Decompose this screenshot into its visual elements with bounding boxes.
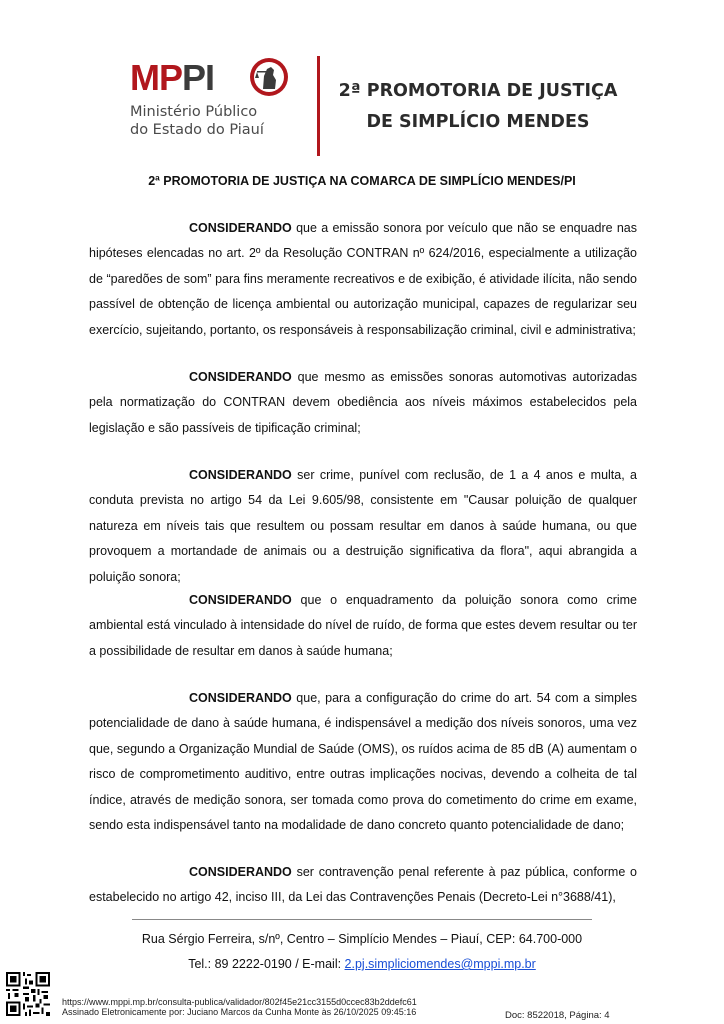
document-heading: 2ª PROMOTORIA DE JUSTIÇA NA COMARCA DE SIMPLÍCIO MENDES/PI [148,174,576,188]
paragraph-text: que mesmo as emissões sonoras automotivas autorizadas pela normatização do CONTRAN devem obediência aos níveis máximos estabelecidos pela legislação e são passíveis de tipificação criminal; [89,370,637,435]
footer-contact [0,957,724,971]
paragraph-lead: CONSIDERANDO [189,691,292,705]
footer-phone: Tel.: 89 2222-0190 / E-mail: [188,957,345,971]
paragraph-lead: CONSIDERANDO [189,221,292,235]
mppi-logo [126,52,301,162]
paragraph-text: ser crime, punível com reclusão, de 1 a 4 anos e multa, a conduta prevista no artigo 54 da Lei 9.605/98, consistente em "Causar poluição de qualquer natureza em níveis tais que resultem ou possam resultar em danos à saúde humana, ou que provoquem a mortandade de animais ou a destruição significativa da flora", aqui abrangida a poluição sonora; [89,468,637,584]
validation-qr-code[interactable] [6,972,50,1016]
paragraph-lead: CONSIDERANDO [189,370,292,384]
logo-subtitle [130,103,264,139]
document-page-info: Doc: 8522018, Página: 4 [505,1010,610,1021]
paragraph-5 [89,686,637,838]
paragraph-3 [89,463,637,590]
paragraph-lead: CONSIDERANDO [189,593,292,607]
promotoria-title-line-1: 2ª PROMOTORIA DE JUSTIÇA [338,81,618,101]
paragraph-4 [89,588,637,664]
promotoria-title [333,76,623,138]
footer-address: Rua Sérgio Ferreira, s/nº, Centro – Simplício Mendes – Piauí, CEP: 64.700-000 [141,932,583,946]
paragraph-text: que a emissão sonora por veículo que não se enquadre nas hipóteses elencadas no art. 2º da Resolução CONTRAN nº 624/2016, especialmente a utilização de “paredões de som” para fins meramente recreativos e de exibição, é atividade ilícita, não sendo passível de obtenção de licença ambiental ou autorização municipal, capazes de regularizar seu exercício, sujeitando, portanto, os responsáveis à responsabilização criminal, civil e administrativa; [89,221,637,337]
logo-pi-text: PI [182,57,215,98]
paragraph-lead: CONSIDERANDO [189,865,292,879]
footer-metadata [62,997,417,1017]
header-divider [317,56,320,156]
logo-mp-text: MP [130,57,182,98]
logo-line-2: do Estado do Piauí [130,122,264,138]
paragraph-1 [89,216,637,343]
promotoria-title-line-2: DE SIMPLÍCIO MENDES [366,112,590,132]
paragraph-2 [89,365,637,441]
footer-email-link[interactable]: 2.pj.simpliciomendes@mppi.mp.br [344,957,536,971]
paragraph-text: que, para a configuração do crime do art. 54 com a simples potencialidade de dano à saúde humana, é indispensável a medição dos níveis sonoros, uma vez que, segundo a Organização Mundial de Saúde (OMS), os ruídos acima de 85 dB (A) aumentam o risco de comprometimento auditivo, entre outras implicações nocivas, devendo a colheita de tal índice, através de medição sonora, ser tomada como prova do cometimento do crime em exame, sendo esta indispensável tanto na modalidade de dano concreto quanto potencialidade de dano; [89,691,637,833]
logo-line-1: Ministério Público [130,104,258,120]
validation-url[interactable]: https://www.mppi.mp.br/consulta-publica/validador/802f45e21cc3155d0ccec83b2ddefc61 [62,997,417,1007]
paragraph-text: ser contravenção penal referente à paz pública, conforme o estabelecido no artigo 42, inciso III, da Lei das Contravenções Penais (Decreto-Lei n°3688/41), [89,865,637,905]
footer-divider [132,919,592,920]
paragraph-text: que o enquadramento da poluição sonora como crime ambiental está vinculado à intensidade do nível de ruído, de forma que estes devem resultar ou ter a possibilidade de resultar em danos à saúde humana; [89,593,637,658]
logo-wordmark [130,57,215,98]
paragraph-lead: CONSIDERANDO [189,468,292,482]
paragraph-6 [89,860,637,911]
signature-line: Assinado Eletronicamente por: Juciano Marcos da Cunha Monte às 26/10/2025 09:45:16 [62,1007,417,1017]
justice-seal-icon [248,56,290,98]
